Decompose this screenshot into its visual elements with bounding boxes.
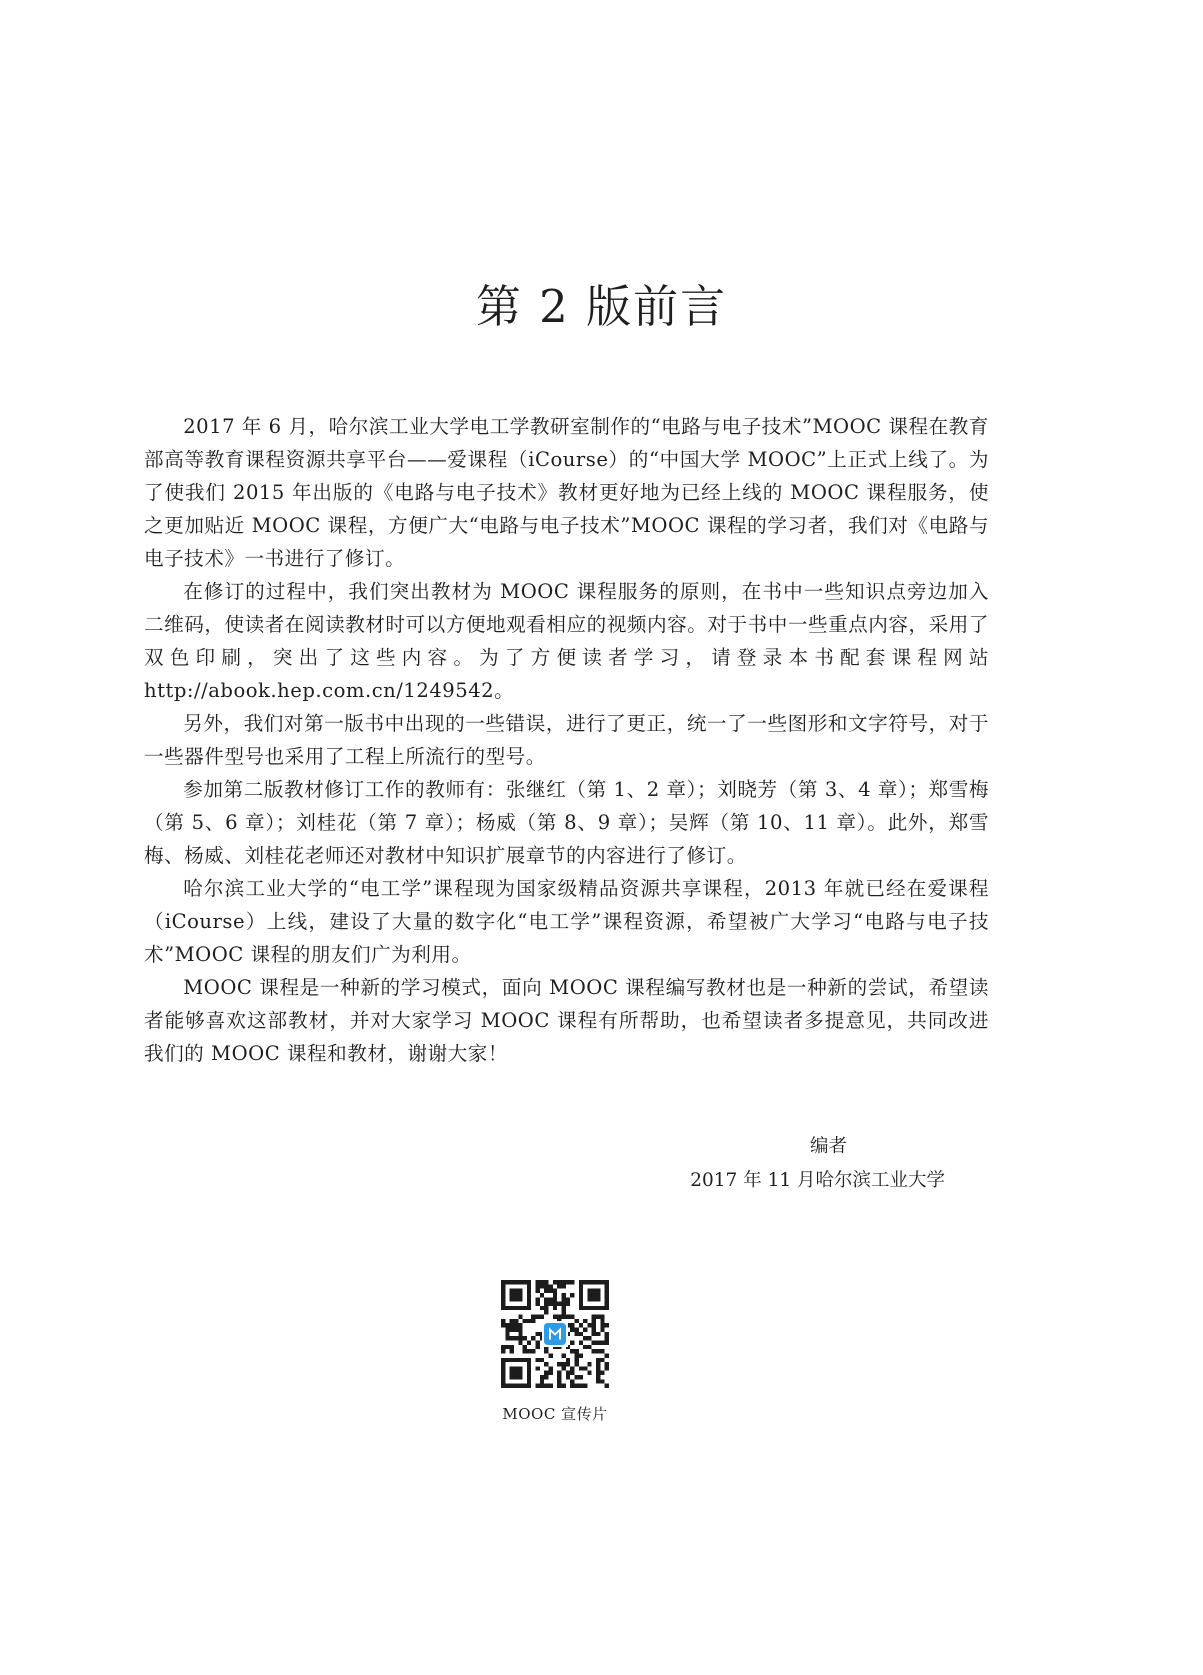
paragraph: 哈尔滨工业大学的“电工学”课程现为国家级精品资源共享课程，2013 年就已经在爱课程（iCourse）上线，建设了大量的数字化“电工学”课程资源，希望被广大学习“电路与电子技术”MOOC 课程的朋友们广为利用。: [144, 877, 989, 966]
paragraph: MOOC 课程是一种新的学习模式，面向 MOOC 课程编写教材也是一种新的尝试，希望读者能够喜欢这部教材，并对大家学习 MOOC 课程有所帮助，也希望读者多提意见，共同改进我们的 MOOC 课程和教材，谢谢大家！: [144, 976, 989, 1065]
page-title: 第 2 版前言: [475, 280, 728, 333]
paragraph: 另外，我们对第一版书中出现的一些错误，进行了更正，统一了一些图形和文字符号，对于一些器件型号也采用了工程上所流行的型号。: [144, 712, 989, 768]
paragraph: 在修订的过程中，我们突出教材为 MOOC 课程服务的原则，在书中一些知识点旁边加入二维码，使读者在阅读教材时可以方便地观看相应的视频内容。对于书中一些重点内容，采用了双色印刷，突出了这些内容。为了方便读者学习，请登录本书配套课程网站 http://abook.hep.com.cn/1249542。: [144, 580, 989, 702]
qr-code-icon[interactable]: [501, 1280, 609, 1388]
paragraph: 2017 年 6 月，哈尔滨工业大学电工学教研室制作的“电路与电子技术”MOOC 课程在教育部高等教育课程资源共享平台——爱课程（iCourse）的“中国大学 MOOC”上正式上线了。为了使我们 2015 年出版的《电路与电子技术》教材更好地为已经上线的 MOOC 课程服务，使之更加贴近 MOOC 课程，方便广大“电路与电子技术”MOOC 课程的学习者，我们对《电路与电子技术》一书进行了修订。: [144, 415, 989, 570]
qr-block: [490, 1280, 620, 1424]
signature-author: 编者: [809, 1136, 847, 1157]
preface-body: [144, 410, 989, 1070]
signature: [600, 1130, 945, 1198]
qr-caption: MOOC 宣传片: [502, 1405, 608, 1423]
signature-date-place: 2017 年 11 月哈尔滨工业大学: [690, 1170, 945, 1191]
paragraph: 参加第二版教材修订工作的教师有：张继红（第 1、2 章）；刘晓芳（第 3、4 章）；郑雪梅（第 5、6 章）；刘桂花（第 7 章）；杨威（第 8、9 章）；吴辉（第 10、11 章）。此外，郑雪梅、杨威、刘桂花老师还对教材中知识扩展章节的内容进行了修订。: [144, 778, 989, 867]
